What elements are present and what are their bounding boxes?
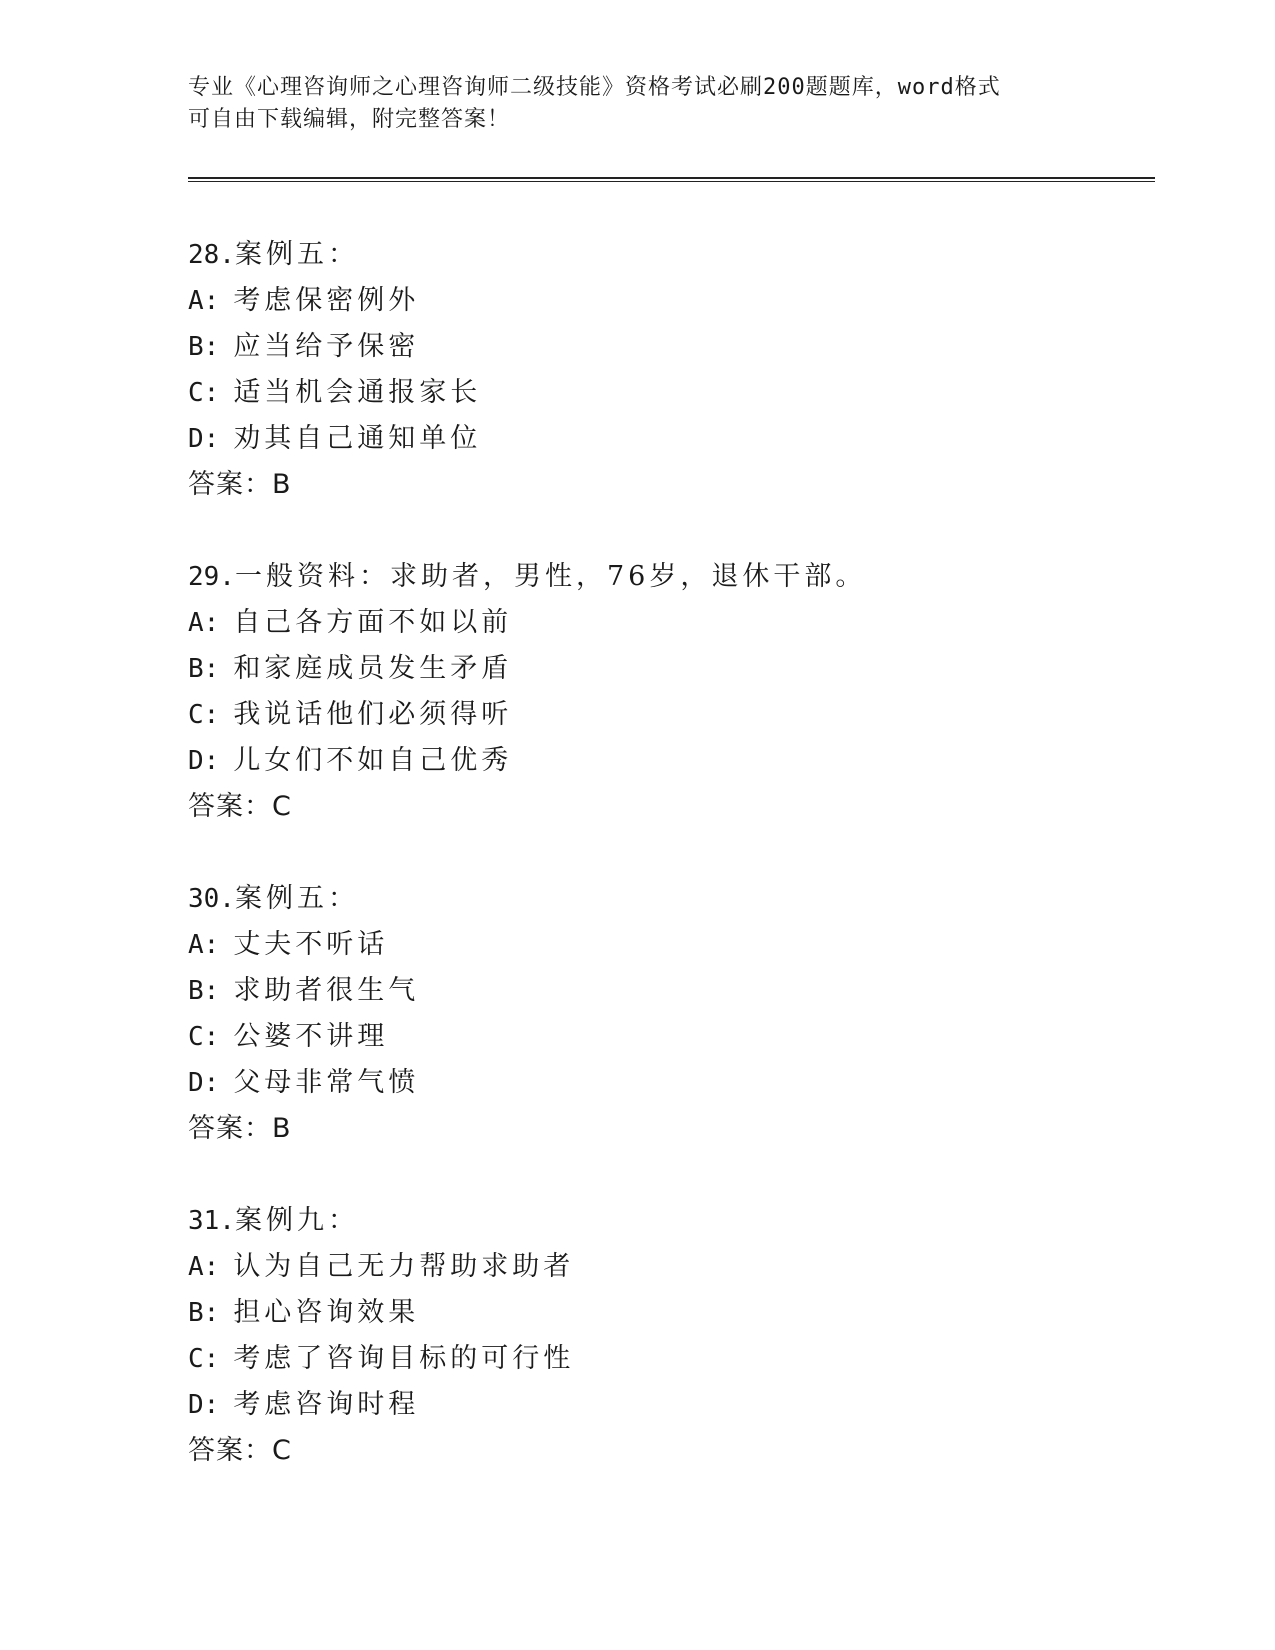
option-text: 求助者很生气 xyxy=(233,975,420,1006)
question-number: 28. xyxy=(188,240,235,270)
option-text: 适当机会通报家长 xyxy=(233,377,482,408)
option-text: 丈夫不听话 xyxy=(233,929,389,960)
option-a xyxy=(188,278,1148,324)
question-text: 案例五： xyxy=(234,239,359,270)
option-text: 考虑保密例外 xyxy=(233,285,420,316)
question-number: 30. xyxy=(188,884,235,914)
option-text: 认为自己无力帮助求助者 xyxy=(233,1251,575,1282)
question-number: 29. xyxy=(188,562,235,592)
question-stem xyxy=(188,876,1148,922)
option-key: B: xyxy=(188,1298,220,1328)
option-text: 考虑了咨询目标的可行性 xyxy=(233,1343,575,1374)
option-c xyxy=(188,1336,1148,1382)
question-stem xyxy=(188,1198,1148,1244)
question-number: 31. xyxy=(188,1206,235,1236)
option-a xyxy=(188,600,1148,646)
option-key: B: xyxy=(188,976,220,1006)
option-d xyxy=(188,416,1148,462)
question-stem xyxy=(188,232,1148,278)
answer-line: 答案：B xyxy=(188,469,292,500)
option-key: D: xyxy=(188,746,220,776)
option-text: 考虑咨询时程 xyxy=(233,1389,420,1420)
option-key: D: xyxy=(188,424,220,454)
answer-line: 答案：C xyxy=(188,1435,292,1466)
header-line-2: 可自由下载编辑，附完整答案！ xyxy=(188,107,511,132)
option-c xyxy=(188,1014,1148,1060)
option-text: 和家庭成员发生矛盾 xyxy=(233,653,513,684)
option-d xyxy=(188,738,1148,784)
answer-line: 答案：C xyxy=(188,791,292,822)
option-text: 儿女们不如自己优秀 xyxy=(233,745,513,776)
option-d xyxy=(188,1382,1148,1428)
option-text: 父母非常气愤 xyxy=(233,1067,420,1098)
question-28 xyxy=(188,232,1148,508)
option-text: 劝其自己通知单位 xyxy=(233,423,482,454)
option-text: 公婆不讲理 xyxy=(233,1021,389,1052)
option-c xyxy=(188,692,1148,738)
question-stem xyxy=(188,554,1148,600)
header-line-1: 专业《心理咨询师之心理咨询师二级技能》资格考试必刷200题题库，word格式 xyxy=(188,75,1001,100)
option-a xyxy=(188,922,1148,968)
header-divider xyxy=(188,177,1155,182)
option-c xyxy=(188,370,1148,416)
option-key: A: xyxy=(188,286,220,316)
option-key: D: xyxy=(188,1068,220,1098)
document-header xyxy=(188,72,1088,136)
question-29 xyxy=(188,554,1148,830)
question-30 xyxy=(188,876,1148,1152)
question-text: 一般资料：求助者，男性，76岁，退休干部。 xyxy=(234,561,867,592)
option-b xyxy=(188,968,1148,1014)
question-31 xyxy=(188,1198,1148,1474)
answer-line: 答案：B xyxy=(188,1113,292,1144)
option-key: B: xyxy=(188,332,220,362)
option-text: 担心咨询效果 xyxy=(233,1297,420,1328)
option-key: C: xyxy=(188,1022,220,1052)
option-b xyxy=(188,1290,1148,1336)
option-key: C: xyxy=(188,378,220,408)
option-text: 我说话他们必须得听 xyxy=(233,699,513,730)
option-key: A: xyxy=(188,930,220,960)
option-b xyxy=(188,646,1148,692)
option-text: 自己各方面不如以前 xyxy=(233,607,513,638)
option-key: A: xyxy=(188,608,220,638)
option-a xyxy=(188,1244,1148,1290)
question-text: 案例九： xyxy=(234,1205,359,1236)
question-text: 案例五： xyxy=(234,883,359,914)
option-d xyxy=(188,1060,1148,1106)
option-b xyxy=(188,324,1148,370)
option-key: C: xyxy=(188,1344,220,1374)
option-key: C: xyxy=(188,700,220,730)
option-key: A: xyxy=(188,1252,220,1282)
option-text: 应当给予保密 xyxy=(233,331,420,362)
question-list xyxy=(188,232,1148,1520)
option-key: D: xyxy=(188,1390,220,1420)
option-key: B: xyxy=(188,654,220,684)
